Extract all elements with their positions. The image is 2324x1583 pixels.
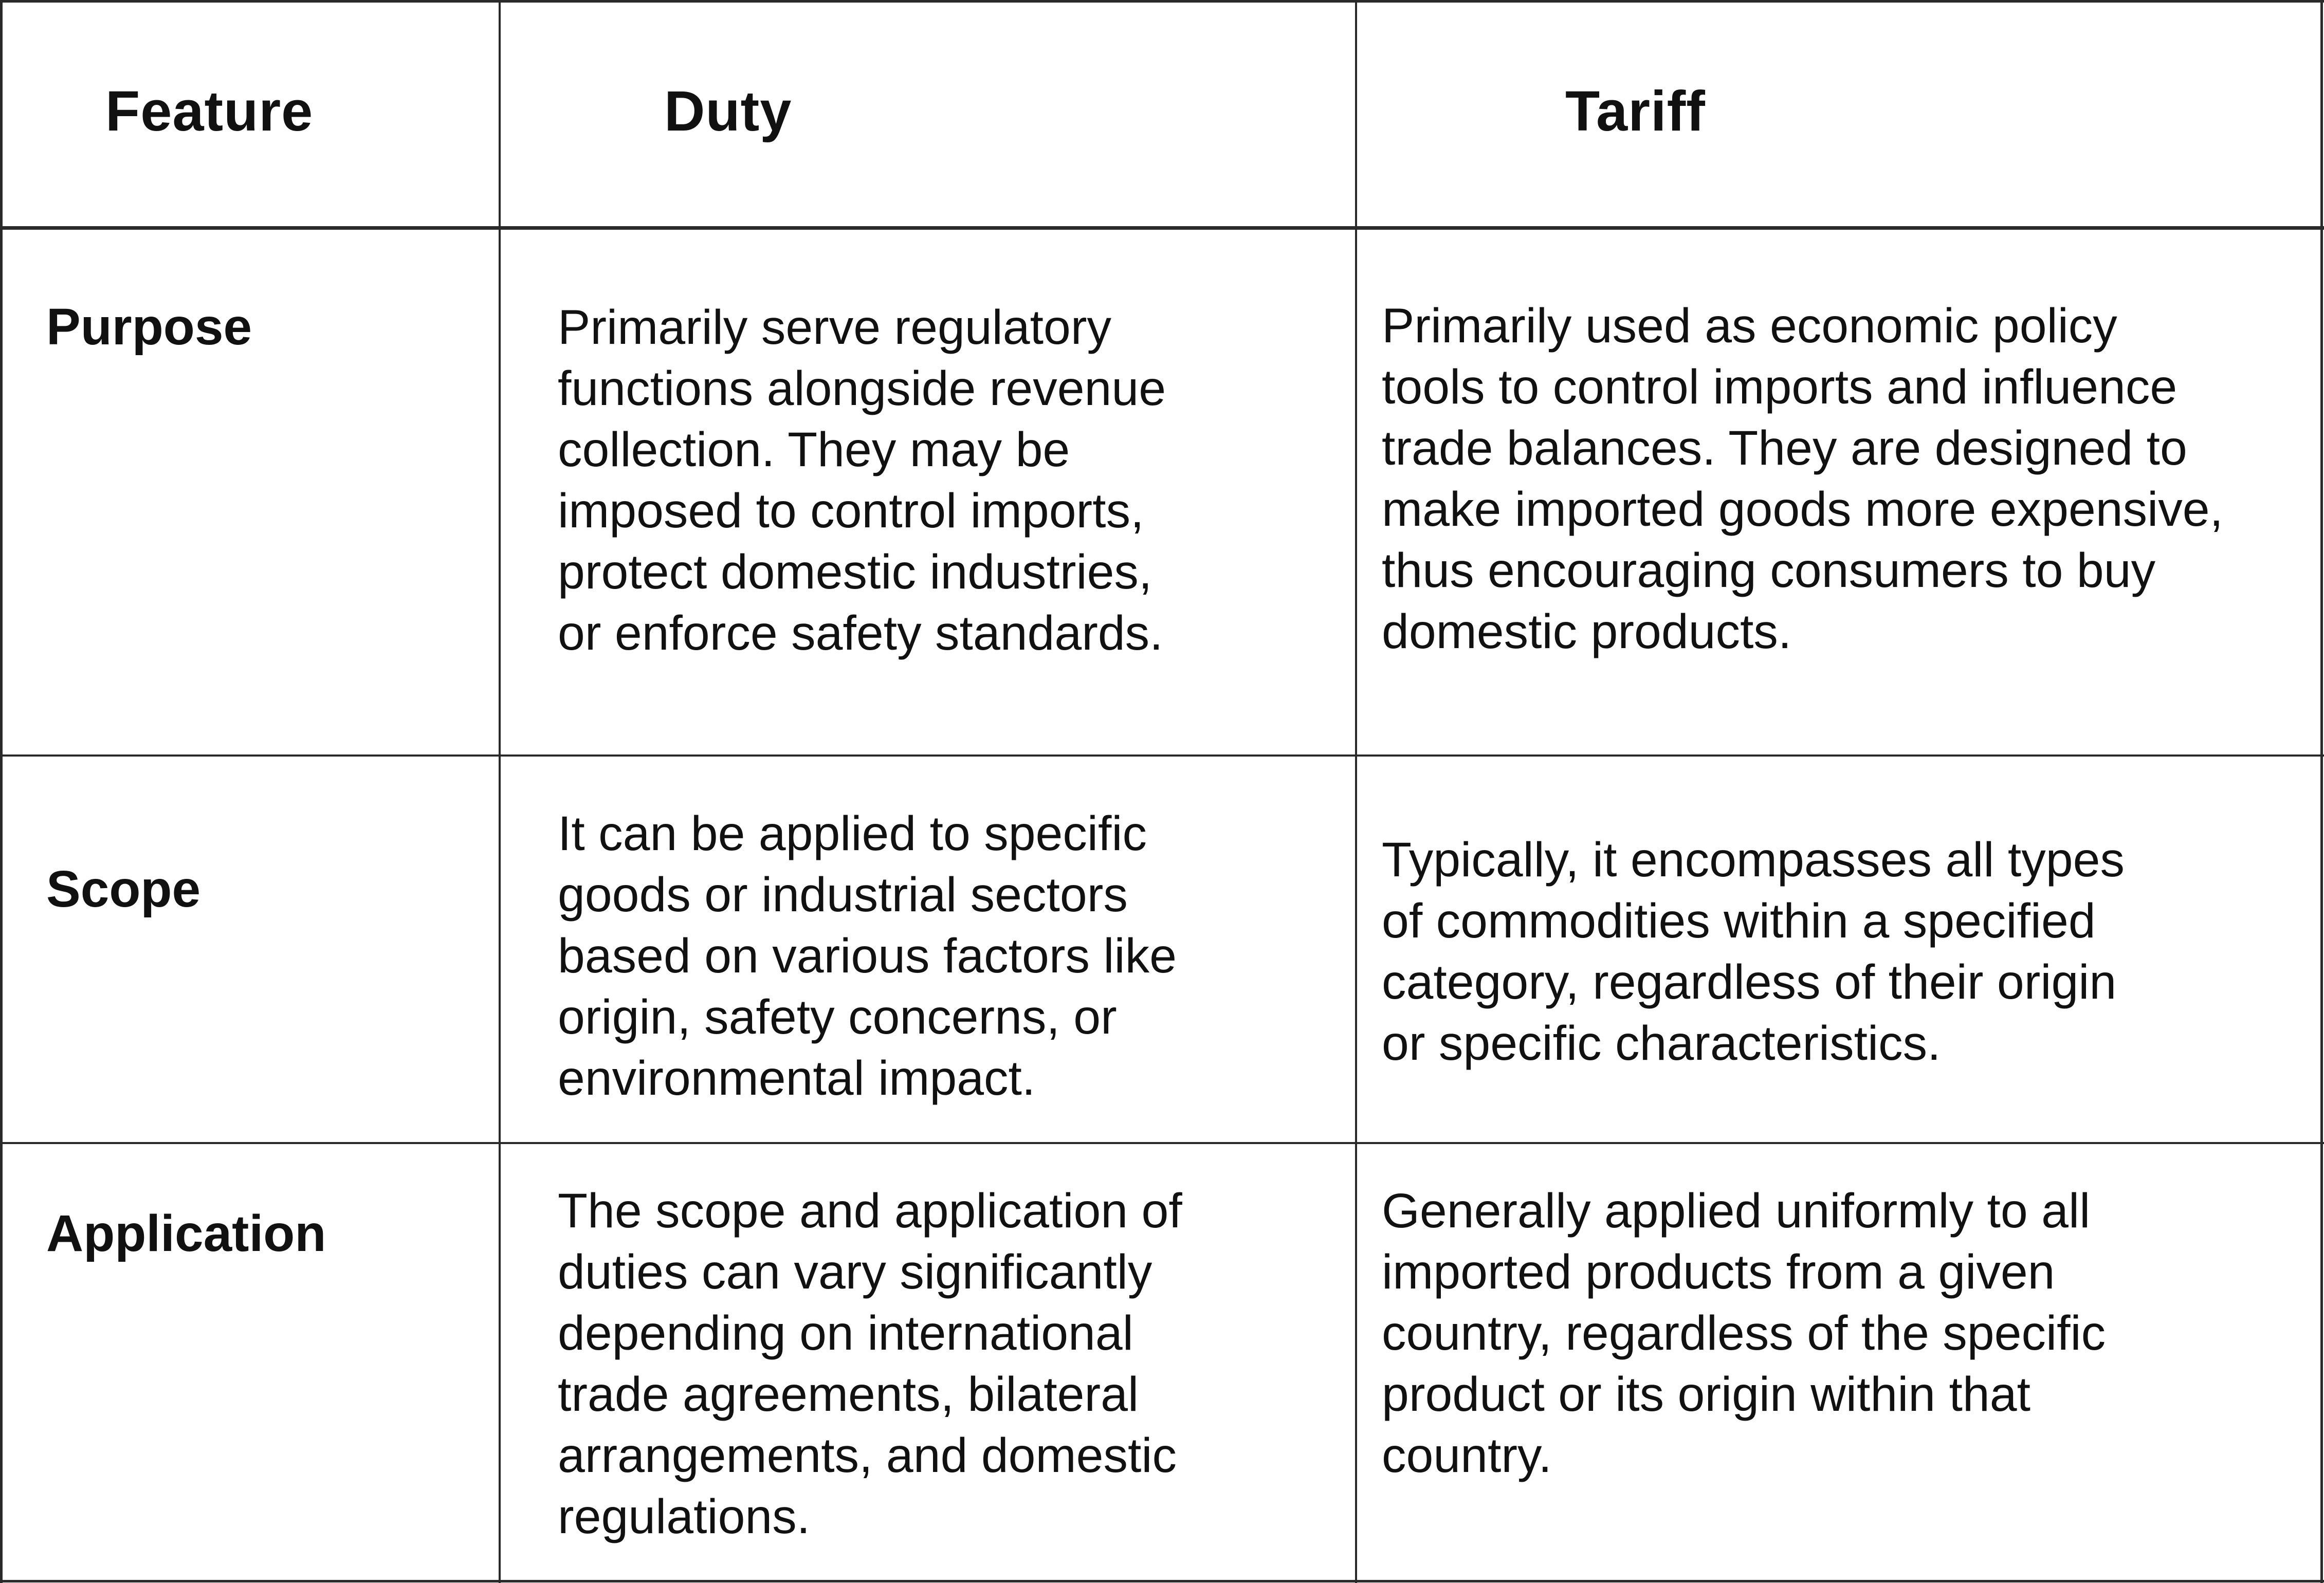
text-line: trade balances. They are designed to: [1382, 421, 2187, 475]
text-line: or specific characteristics.: [1382, 1016, 1941, 1071]
header-divider: [0, 226, 2324, 230]
row-divider-1: [0, 754, 2324, 757]
text-line: goods or industrial sectors: [558, 868, 1128, 922]
text-line: functions alongside revenue: [558, 361, 1166, 416]
tariff-cell-scope: [1382, 830, 2125, 1074]
row-divider-2: [0, 1142, 2324, 1144]
column-divider-1: [499, 0, 501, 1583]
row-label-purpose: Purpose: [46, 298, 252, 356]
header-tariff: Tariff: [1565, 80, 1706, 143]
text-line: tools to control imports and influence: [1382, 360, 2177, 414]
header-feature: Feature: [105, 80, 314, 143]
row-label-application: Application: [46, 1205, 326, 1262]
tariff-cell-application: [1382, 1181, 2106, 1486]
text-line: product or its origin within that: [1382, 1367, 2030, 1422]
column-divider-2: [1355, 0, 1357, 1583]
text-line: country.: [1382, 1428, 1552, 1483]
table-border-right: [2320, 0, 2323, 1583]
text-line: trade agreements, bilateral: [558, 1367, 1139, 1422]
text-line: or enforce safety standards.: [558, 606, 1163, 660]
text-line: category, regardless of their origin: [1382, 955, 2117, 1009]
tariff-cell-purpose: [1382, 296, 2223, 662]
header-duty: Duty: [664, 80, 792, 143]
text-line: imposed to control imports,: [558, 484, 1144, 538]
duty-cell-scope: [558, 803, 1177, 1109]
text-line: It can be applied to specific: [558, 806, 1147, 861]
text-line: The scope and application of: [558, 1184, 1182, 1238]
text-line: duties can vary significantly: [558, 1245, 1152, 1299]
text-line: regulations.: [558, 1489, 811, 1544]
text-line: Primarily serve regulatory: [558, 300, 1111, 355]
text-line: imported products from a given: [1382, 1245, 2055, 1299]
text-line: Typically, it encompasses all types: [1382, 833, 2125, 887]
text-line: origin, safety concerns, or: [558, 990, 1117, 1044]
duty-cell-application: [558, 1181, 1182, 1548]
text-line: arrangements, and domestic: [558, 1428, 1177, 1483]
duty-cell-purpose: [558, 297, 1166, 664]
text-line: collection. They may be: [558, 422, 1070, 477]
table-border-bottom: [0, 1580, 2324, 1582]
text-line: depending on international: [558, 1306, 1133, 1360]
text-line: domestic products.: [1382, 604, 1792, 659]
text-line: Primarily used as economic policy: [1382, 299, 2117, 353]
text-line: country, regardless of the specific: [1382, 1306, 2106, 1360]
text-line: make imported goods more expensive,: [1382, 482, 2223, 537]
text-line: protect domestic industries,: [558, 545, 1152, 599]
text-line: environmental impact.: [558, 1051, 1036, 1106]
row-label-scope: Scope: [46, 860, 201, 918]
text-line: thus encouraging consumers to buy: [1382, 543, 2156, 598]
table-border-left: [0, 0, 3, 1583]
text-line: of commodities within a specified: [1382, 894, 2096, 948]
text-line: based on various factors like: [558, 929, 1177, 983]
table-border-top: [0, 0, 2324, 3]
text-line: Generally applied uniformly to all: [1382, 1184, 2091, 1238]
